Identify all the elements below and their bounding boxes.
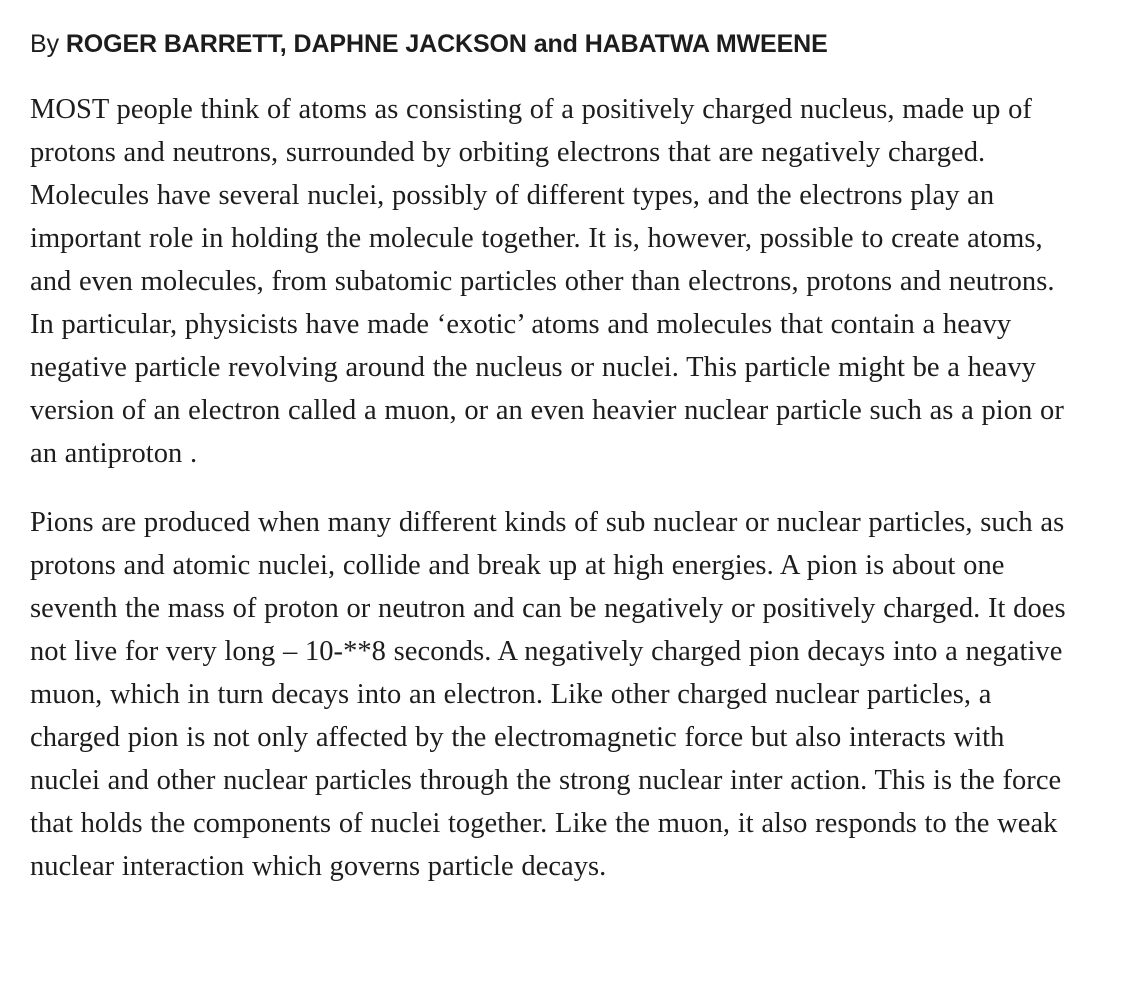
byline-prefix: By [30,30,66,58]
byline [30,28,1082,62]
article-paragraph: MOST people think of atoms as consisting of a positively charged nucleus, made up of protons and neutrons, surrounded by orbiting electrons that are negatively charged. Molecules have several nuclei, possibly of different types, and the electrons play an important role in holding the molecule together. It is, however, possible to create atoms, and even molecules, from subatomic particles other than electrons, protons and neutrons. In particular, physicists have made ‘exotic’ atoms and molecules that contain a heavy negative particle revolving around the nucleus or nuclei. This particle might be a heavy version of an electron called a muon, or an even heavier nuclear particle such as a pion or an antiproton . [30,93,1064,469]
article-paragraph: Pions are produced when many different kinds of sub nuclear or nuclear particles, such as protons and atomic nuclei, collide and break up at high energies. A pion is about one seventh the mass of proton or neutron and can be negatively or positively charged. It does not live for very long – 10-**8 seconds. A negatively charged pion decays into a negative muon, which in turn decays into an electron. Like other charged nuclear particles, a charged pion is not only affected by the electromagnetic force but also interacts with nuclei and other nuclear particles through the strong nuclear inter action. This is the force that holds the components of nuclei together. Like the muon, it also responds to the weak nuclear interaction which governs particle decays. [30,506,1066,882]
byline-authors: ROGER BARRETT, DAPHNE JACKSON and HABATWA MWEENE [65,30,828,58]
